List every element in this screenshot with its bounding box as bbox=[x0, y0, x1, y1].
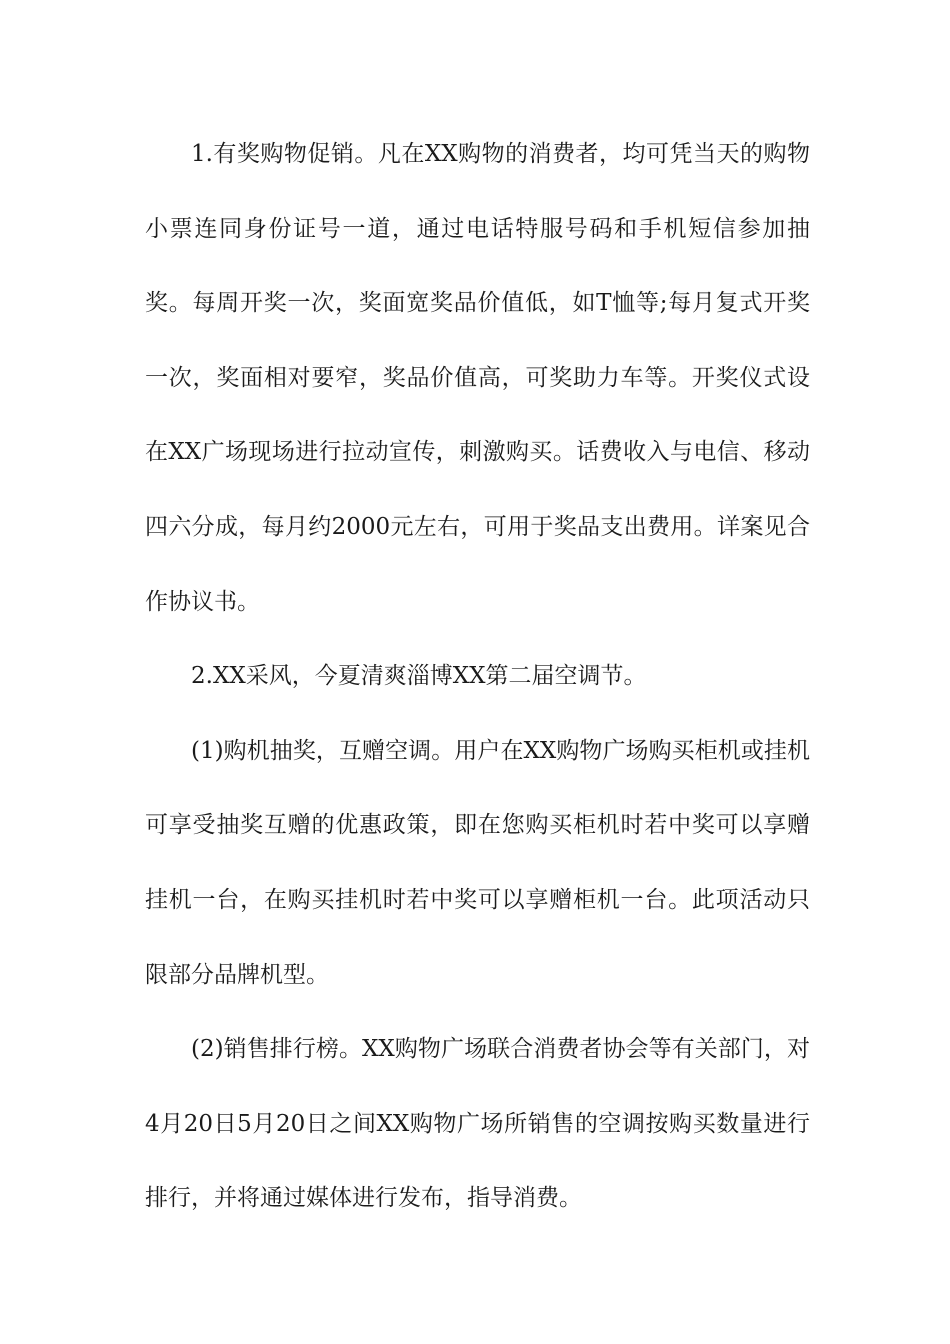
paragraph-prize-promotion: 1.有奖购物促销。凡在XX购物的消费者，均可凭当天的购物小票连同身份证号一道，通过电话特服号码和手机短信参加抽奖。每周开奖一次，奖面宽奖品价值低，如T恤等;每月复式开奖一次，奖面相对要窄，奖品价值高，可奖助力车等。开奖仪式设在XX广场现场进行拉动宣传，刺激购买。话费收入与电信、移动四六分成，每月约2000元左右，可用于奖品支出费用。详案见合作协议书。 bbox=[145, 141, 810, 615]
paragraph-aircon-festival: 2.XX采风，今夏清爽淄博XX第二届空调节。 bbox=[191, 663, 647, 690]
paragraph-lottery-gift: (1)购机抽奖，互赠空调。用户在XX购物广场购买柜机或挂机可享受抽奖互赠的优惠政策，即在您购买柜机时若中奖可以享赠挂机一台，在购买挂机时若中奖可以享赠柜机一台。此项活动只限部分品牌机型。 bbox=[145, 737, 810, 988]
paragraph-sales-ranking: (2)销售排行榜。XX购物广场联合消费者协会等有关部门，对4月20日5月20日之间XX购物广场所销售的空调按购买数量进行排行，并将通过媒体进行发布，指导消费。 bbox=[145, 1036, 810, 1212]
document-body bbox=[145, 117, 810, 1236]
